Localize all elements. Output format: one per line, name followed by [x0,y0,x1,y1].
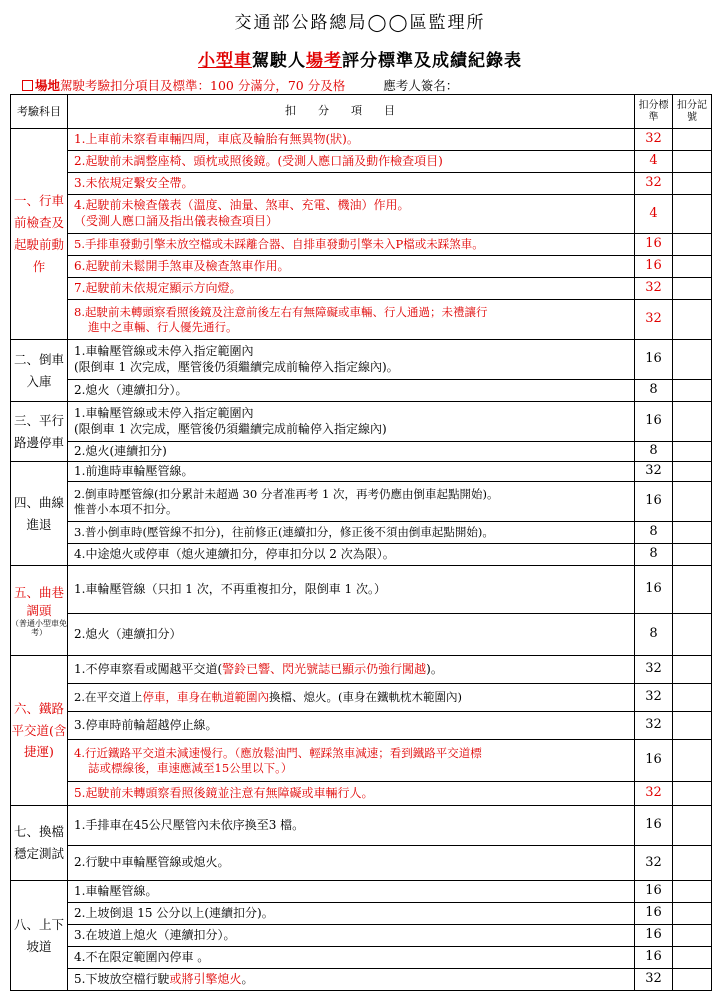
item-line: （受測人應口誦及指出儀表檢查項目） [74,214,279,228]
points: 16 [635,806,673,846]
points: 32 [635,278,673,300]
record-cell[interactable] [673,846,712,881]
item-highlight: 停車，車身在軌道範圍內 [142,690,269,705]
points: 32 [635,684,673,712]
table-row [11,482,712,522]
item-line: 惟普小本項不扣分。 [74,501,178,516]
points: 16 [635,925,673,947]
item-line: 。 [241,971,254,986]
item-text: 2.行駛中車輪壓管線或熄火。 [68,846,635,881]
table-row [11,782,712,806]
table-row [11,278,712,300]
table-row [11,256,712,278]
item-text [68,740,635,782]
points: 16 [635,256,673,278]
record-cell[interactable] [673,656,712,684]
venue-label: 場地 [35,78,61,93]
item-text: 7.起駛前未依規定顯示方向燈。 [68,278,635,300]
table-row [11,544,712,566]
points: 16 [635,740,673,782]
table-row [11,402,712,442]
title-vehicle-type: 小型車 [198,51,252,71]
section-label: 六、鐵路平交道(含捷運) [11,656,68,806]
record-cell[interactable] [673,256,712,278]
venue-checkbox[interactable] [22,80,33,91]
table-row [11,740,712,782]
item-line: (限倒車 1 次完成，壓管後仍須繼續完成前輪停入指定線內) [74,421,387,436]
table-row [11,947,712,969]
item-text [68,656,635,684]
header-items: 扣分項目 [68,95,635,129]
record-cell[interactable] [673,442,712,462]
item-text: 5.手排車發動引擎未放空檔或未踩離合器、自排車發動引擎未入P檔或未踩煞車。 [68,234,635,256]
item-text: 2.熄火(連續扣分) [68,442,635,462]
record-cell[interactable] [673,278,712,300]
section-label: 二、倒車入庫 [11,340,68,402]
table-header-row [11,95,712,129]
record-cell[interactable] [673,402,712,442]
item-text: 3.停車時前輪超越停止線。 [68,712,635,740]
scoring-standard-text: 駕駛考驗扣分項目及標準：100 分滿分，70 分及格 [60,78,346,93]
item-text: 4.不在限定範圍內停車 。 [68,947,635,969]
item-line: 1.不停車察看或闖越平交道( [74,661,223,676]
item-text [68,969,635,991]
record-cell[interactable] [673,462,712,482]
item-text: 2.熄火（連續扣分）。 [68,380,635,402]
item-highlight: 或將引擎熄火 [169,971,242,986]
header-points: 扣分標準 [635,95,673,129]
record-cell[interactable] [673,522,712,544]
item-text [68,402,635,442]
table-row [11,925,712,947]
table-row [11,195,712,234]
points: 32 [635,846,673,881]
table-row [11,684,712,712]
record-cell[interactable] [673,903,712,925]
scoring-standard-line [22,76,712,94]
item-line: 2.倒車時壓管線(扣分累計未超過 30 分者准再考 1 次，再考仍應由倒車起點開始)。 [74,486,499,501]
title-part: 評分標準及成績紀錄表 [342,51,522,71]
record-cell[interactable] [673,925,712,947]
table-row [11,656,712,684]
item-line: 4.行近鐵路平交道未減速慢行。（應放鬆油門、輕踩煞車減速；看到鐵路平交道標 [74,745,482,760]
table-row [11,881,712,903]
item-text: 1.車輪壓管線（只扣 1 次，不再重複扣分，限倒車 1 次。） [68,566,635,614]
points: 4 [635,195,673,234]
table-row [11,806,712,846]
points: 32 [635,462,673,482]
item-text [68,684,635,712]
points: 16 [635,340,673,380]
points: 16 [635,482,673,522]
record-cell[interactable] [673,684,712,712]
table-row [11,522,712,544]
record-cell[interactable] [673,151,712,173]
record-cell[interactable] [673,482,712,522]
signature-label: 應考人簽名： [383,78,459,93]
table-row [11,614,712,656]
item-line: )。 [426,661,443,676]
section-label: 七、換檔穩定測試 [11,806,68,881]
points: 32 [635,173,673,195]
item-text: 3.普小倒車時(壓管線不扣分)，往前修正(連續扣分，修正後不須由倒車起點開始)。 [68,522,635,544]
points: 4 [635,151,673,173]
points: 16 [635,566,673,614]
table-row [11,234,712,256]
table-row [11,969,712,991]
section-label [11,566,68,656]
points: 8 [635,544,673,566]
points: 16 [635,903,673,925]
item-text: 3.在坡道上熄火（連續扣分）。 [68,925,635,947]
points: 8 [635,614,673,656]
item-text [68,340,635,380]
table-row [11,173,712,195]
item-line: 8.起駛前未轉頭察看照後鏡及注意前後左右有無障礙或車輛、行人通過；未禮讓行 [74,304,488,319]
title-part: 駕駛人 [252,51,306,71]
table-row [11,462,712,482]
table-row [11,380,712,402]
section-label: 一、行車前檢查及起駛前動作 [11,129,68,340]
points: 16 [635,881,673,903]
record-cell[interactable] [673,782,712,806]
table-row [11,151,712,173]
table-row [11,846,712,881]
record-cell[interactable] [673,129,712,151]
record-cell[interactable] [673,544,712,566]
item-line: 換檔、熄火。(車身在鐵軌枕木範圍內) [268,690,462,705]
record-cell[interactable] [673,234,712,256]
points: 16 [635,402,673,442]
title-test-type: 場考 [306,51,342,71]
section-label: 四、曲線進退 [11,462,68,566]
record-cell[interactable] [673,806,712,846]
item-text: 6.起駛前未鬆開手煞車及檢查煞車作用。 [68,256,635,278]
scoring-table [10,94,712,991]
section-label: 八、上下坡道 [11,881,68,991]
points: 8 [635,442,673,462]
table-row [11,340,712,380]
item-text: 2.熄火（連續扣分） [68,614,635,656]
points: 8 [635,522,673,544]
record-cell[interactable] [673,740,712,782]
item-text: 1.手排車在45公尺壓管內未依序換至3 檔。 [68,806,635,846]
table-row [11,129,712,151]
item-text [68,482,635,522]
points: 32 [635,969,673,991]
item-text: 1.上車前未察看車輛四周，車底及輪胎有無異物(狀)。 [68,129,635,151]
points: 16 [635,947,673,969]
item-line: 2.在平交道上 [74,690,143,705]
table-row [11,300,712,340]
points: 8 [635,380,673,402]
header-record: 扣分記號 [673,95,712,129]
item-text: 1.車輪壓管線。 [68,881,635,903]
points: 32 [635,782,673,806]
item-line: 1.車輪壓管線或未停入指定範圍內 [74,405,254,420]
record-cell[interactable] [673,380,712,402]
form-title [0,46,720,71]
organization-name: 交通部公路總局◯◯區監理所 [234,13,486,33]
table-row [11,712,712,740]
record-cell[interactable] [673,566,712,614]
points: 32 [635,712,673,740]
record-cell[interactable] [673,947,712,969]
section-label: 三、平行路邊停車 [11,402,68,462]
item-line: 1.車輪壓管線或未停入指定範圍內 [74,343,254,358]
record-cell[interactable] [673,881,712,903]
item-text: 2.起駛前未調整座椅、頭枕或照後鏡。(受測人應口誦及動作檢查項目) [68,151,635,173]
item-text [68,195,635,234]
item-text: 5.起駛前未轉頭察看照後鏡並注意有無障礙或車輛行人。 [68,782,635,806]
points: 32 [635,300,673,340]
points: 32 [635,129,673,151]
item-text: 3.未依規定繫安全帶。 [68,173,635,195]
record-cell[interactable] [673,173,712,195]
item-line: (限倒車 1 次完成，壓管後仍須繼續完成前輪停入指定線內)。 [74,359,399,374]
record-cell[interactable] [673,300,712,340]
item-text: 2.上坡倒退 15 公分以上(連續扣分)。 [68,903,635,925]
item-text: 4.中途熄火或停車（熄火連續扣分，停車扣分以 2 次為限）。 [68,544,635,566]
header-section: 考驗科目 [11,95,68,129]
item-line: 4.起駛前未檢查儀表（溫度、油量、煞車、充電、機油）作用。 [74,198,410,213]
section-note: （普通小型車免考） [11,618,67,637]
item-line: 誌或標線後，車速應減至15公里以下。） [88,760,293,775]
table-row [11,566,712,614]
record-cell[interactable] [673,614,712,656]
section-label-text: 五、曲巷調頭 [13,584,64,618]
points: 16 [635,234,673,256]
item-text: 1.前進時車輪壓管線。 [68,462,635,482]
item-highlight: 警鈴已響、閃光號誌已顯示仍強行闖越 [222,661,427,676]
record-cell[interactable] [673,969,712,991]
item-text [68,300,635,340]
record-cell[interactable] [673,340,712,380]
item-line: 5.下坡放空檔行駛 [74,971,170,986]
record-cell[interactable] [673,195,712,234]
table-row [11,903,712,925]
points: 32 [635,656,673,684]
record-cell[interactable] [673,712,712,740]
item-line: 進中之車輛、行人優先通行。 [88,319,238,334]
table-row [11,442,712,462]
